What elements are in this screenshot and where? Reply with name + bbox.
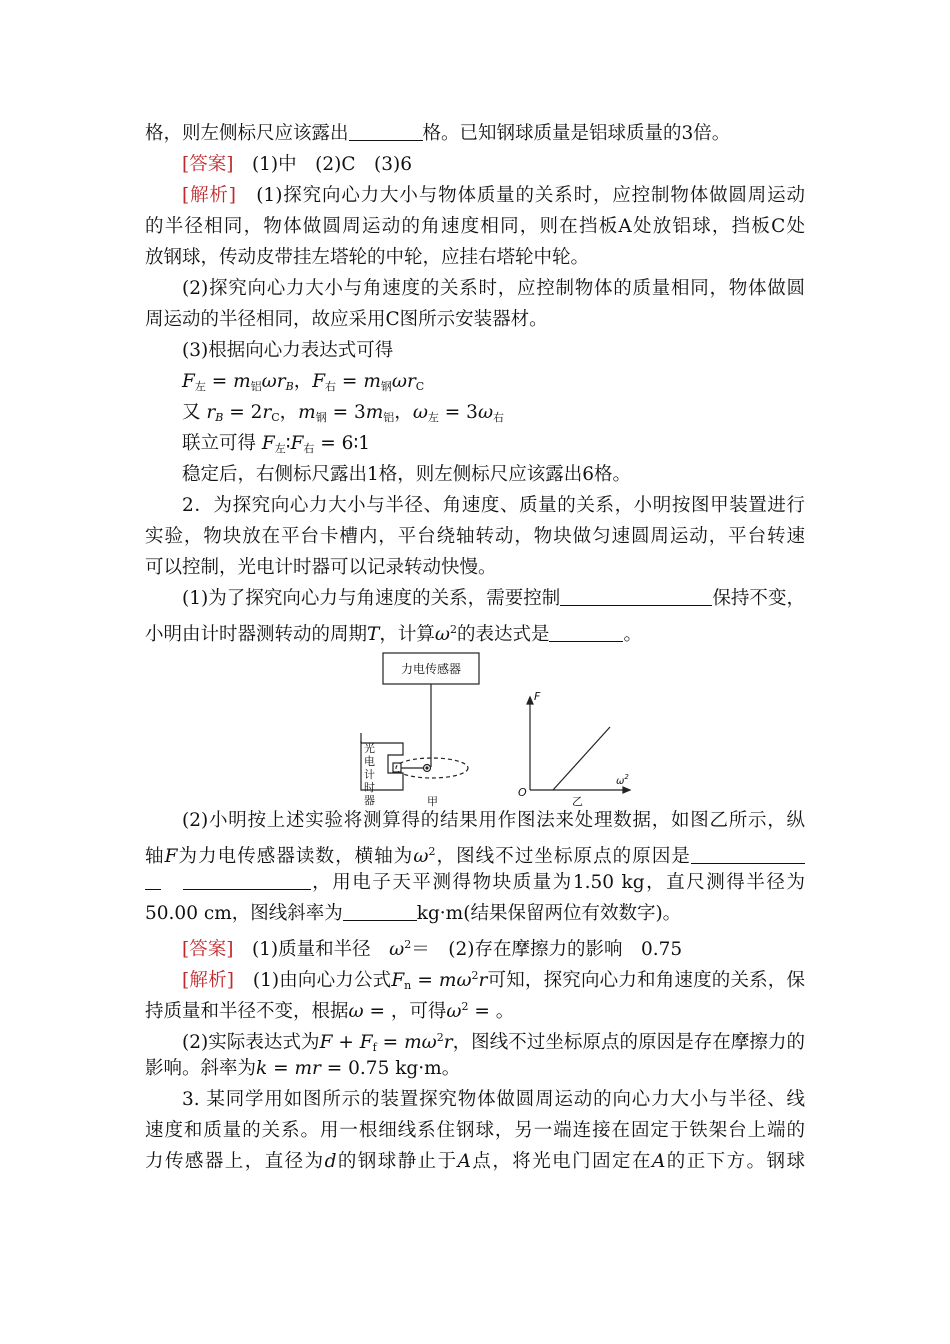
caption-right: 乙: [572, 795, 583, 808]
caption-left: 甲: [427, 795, 438, 808]
y-axis-arrow: [527, 697, 533, 704]
text-line: (2)实际表达式为$F + F_f = m\omega^2r$，图线不过坐标原点的原因是存在摩擦力的: [182, 1031, 806, 1054]
answer-blank[interactable]: [145, 871, 161, 890]
formula-line: 又 $r_B = 2r_C$，$m_钢 = 3m_铝$，$\omega_左 = 3\omega_右$: [182, 402, 505, 424]
answer-tag: [答案]: [182, 939, 234, 960]
text-line: 小明由计时器测转动的周期T，计算$\omega^2$的表达式是 。: [145, 623, 642, 645]
text-line: (2)探究向心力大小与角速度的关系时，应控制物体的质量相同，物体做圆: [182, 278, 805, 299]
photogate: [393, 763, 401, 772]
answer-blank[interactable]: [183, 871, 311, 890]
analysis-line: [解析] (1)探究向心力大小与物体质量的关系时，应控制物体做圆周运动: [182, 185, 805, 206]
x-axis-arrow: [623, 787, 630, 793]
analysis-tag: [解析]: [182, 970, 234, 991]
text-line: 50.00 cm，图线斜率为 kg·m(结果保留两位有效数字)。: [145, 903, 682, 924]
analysis-line: [解析] (1)由向心力公式$F_n = m\omega^2r$可知，探究向心力和角速度的关系，保: [182, 969, 805, 992]
answer-blank[interactable]: [549, 623, 623, 642]
text-line: (2)小明按上述实验将测算得的结果用作图法来处理数据，如图乙所示，纵: [182, 810, 805, 831]
text-line: 的半径相同，物体做圆周运动的角速度相同，则在挡板A处放铝球，挡板C处: [145, 216, 805, 237]
answer-blank[interactable]: [343, 902, 417, 921]
text-line: ，用电子天平测得物块质量为1.50 kg，直尺测得半径为: [145, 867, 805, 898]
x-axis-label: $\omega^2$: [616, 773, 629, 787]
formula-line: 联立可得 $F_左∶F_右$ = 6∶1: [182, 433, 371, 455]
text-line: 持质量和半径不变，根据ω = ，可得$\omega^2$ = 。: [145, 1000, 515, 1022]
analysis-tag: [解析]: [182, 185, 236, 206]
origin-label: O: [518, 786, 527, 799]
text-line: 力传感器上，直径为d的钢球静止于A点，将光电门固定在A的正下方。钢球: [145, 1151, 805, 1172]
text-line: 速度和质量的关系。用一根细线系住钢球，另一端连接在固定于铁架台上端的: [145, 1120, 805, 1141]
answer-line: [答案] (1)质量和半径 $\omega^2=$ (2)存在摩擦力的影响 0.75: [182, 938, 683, 960]
text-line: 影响。斜率为k = mr = 0.75 kg·m。: [145, 1058, 461, 1079]
document-page: [145, 118, 805, 1177]
graph: [527, 697, 630, 793]
text-line: 格，则左侧标尺应该露出 格。已知钢球质量是铝球质量的3倍。: [145, 123, 731, 144]
data-line: [553, 727, 610, 790]
text-line: 稳定后，右侧标尺露出1格，则左侧标尺应该露出6格。: [182, 464, 632, 485]
text-line: 轴F为力电传感器读数，横轴为$\omega^2$，图线不过坐标原点的原因是: [145, 836, 805, 867]
answer-blank[interactable]: [560, 587, 712, 606]
timer-char: 器: [364, 794, 375, 807]
formula-line: $F_左 = m_铝\omega r_B$，$F_右 = m_钢\omega r_C$: [182, 371, 425, 393]
timer-char: 光: [364, 742, 375, 755]
timer-char: 计: [364, 768, 375, 781]
y-axis-label: F: [534, 690, 541, 703]
experiment-figure: [145, 645, 805, 808]
answer-line: [答案] (1)中 (2)C (3)6: [182, 154, 412, 175]
sensor-label: 力电传感器: [400, 662, 461, 676]
text-line: 周运动的半径相同，故应采用C图所示安装器材。: [145, 309, 548, 330]
text-line: (1)为了探究向心力与角速度的关系，需要控制 保持不变，: [182, 588, 805, 609]
answer-blank[interactable]: [349, 122, 423, 141]
text-line: 放钢球，传动皮带挂左塔轮的中轮，应挂右塔轮中轮。: [145, 247, 590, 268]
question-line: 2．为探究向心力大小与半径、角速度、质量的关系，小明按图甲装置进行: [182, 495, 805, 516]
text-line: (3)根据向心力表达式可得: [182, 340, 394, 361]
question-line: 3. 某同学用如图所示的装置探究物体做圆周运动的向心力大小与半径、线: [182, 1089, 805, 1110]
timer-char: 时: [364, 781, 375, 794]
text-line: 实验，物块放在平台卡槽内，平台绕轴转动，物块做匀速圆周运动，平台转速: [145, 526, 805, 547]
timer-char: 电: [364, 755, 375, 768]
timer-label: [364, 742, 378, 807]
text-line: 可以控制，光电计时器可以记录转动快慢。: [145, 557, 497, 578]
answer-tag: [答案]: [182, 154, 234, 175]
answer-blank[interactable]: [691, 845, 805, 864]
